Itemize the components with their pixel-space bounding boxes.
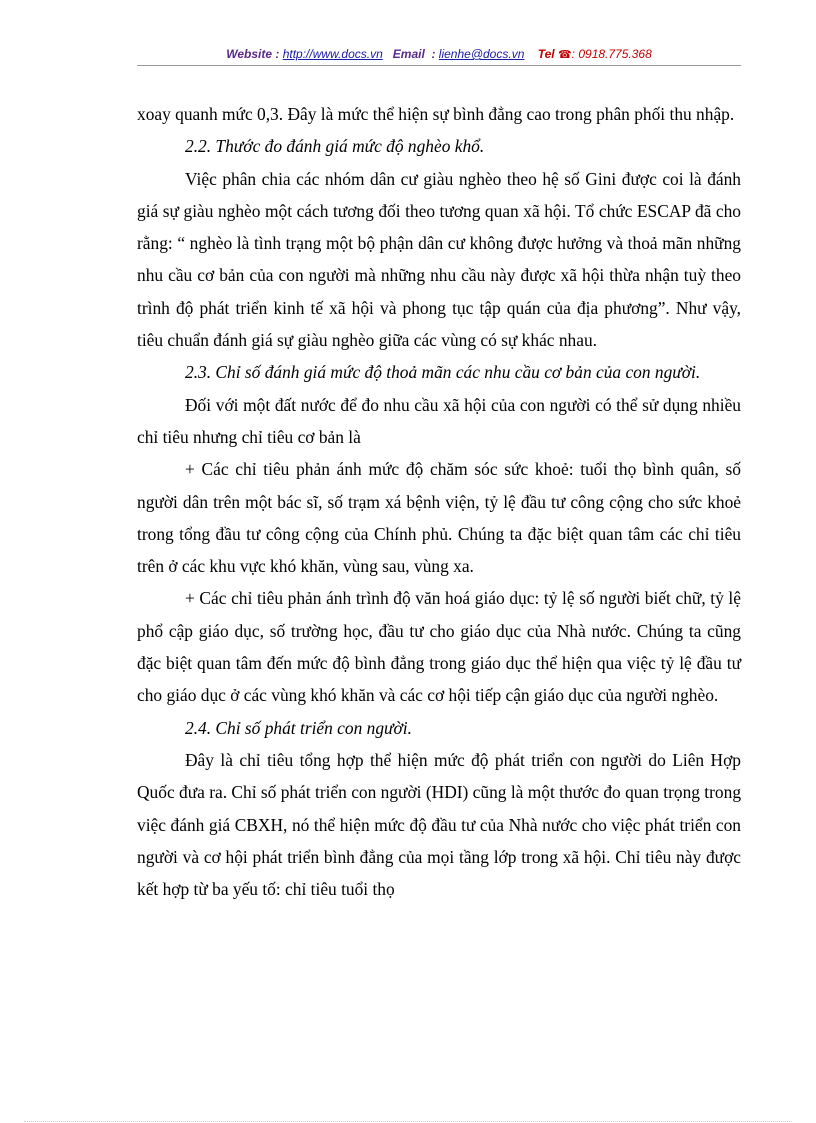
paragraph: Đây là chỉ tiêu tổng hợp thể hiện mức độ phát triển con người do Liên Hợp Quốc đưa ra. Chỉ số phát triển con người (HDI) cũng là một thước đo quan trọng trong việc đánh giá CBXH, nó thể hiện mức độ đầu tư của Nhà nước cho việc phát triển con người và cơ hội phát triển bình đẳng của mọi tầng lớp trong xã hội. Chỉ tiêu này được kết hợp từ ba yếu tố: chỉ tiêu tuổi thọ xyxy=(137,749,742,900)
website-link[interactable]: http://www.docs.vn xyxy=(282,47,383,61)
tel-label: Tel xyxy=(537,47,555,61)
paragraph: Việc phân chia các nhóm dân cư giàu nghèo theo hệ số Gini được coi là đánh giá sự giàu nghèo một cách tương đối theo tương quan xã hội. Tổ chức ESCAP đã cho rằng: “ nghèo là tình trạng một bộ phận dân cư không được hưởng và thoả mãn những nhu cầu cơ bản của con người mà những nhu cầu này được xã hội thừa nhận tuỳ theo trình độ phát triển kinh tế xã hội và phong tục tập quán của địa phương”. Như vậy, tiêu chuẩn đánh giá sự giàu nghèo giữa các vùng có sự khác nhau. xyxy=(137,168,741,351)
paragraph: Đối với một đất nước để đo nhu cầu xã hội của con người có thể sử dụng nhiều chỉ tiêu nhưng chỉ tiêu cơ bản là xyxy=(137,394,741,447)
section-heading-2-4: 2.4. Chỉ số phát triển con người. xyxy=(185,717,412,738)
page-bottom-border xyxy=(24,1121,792,1122)
page-header xyxy=(137,46,741,63)
phone-icon: ☎ xyxy=(557,49,572,61)
document-body xyxy=(137,98,741,905)
paragraph: xoay quanh mức 0,3. Đây là mức thể hiện sự bình đẳng cao trong phân phối thu nhập. xyxy=(137,104,735,124)
email-label: Email xyxy=(392,47,425,61)
list-item: + Các chỉ tiêu phản ánh trình độ văn hoá giáo dục: tỷ lệ số người biết chữ, tỷ lệ phổ cập giáo dục, số trường học, đầu tư cho giáo dục của Nhà nước. Chúng ta cũng đặc biệt quan tâm đến mức độ bình đẳng trong giáo dục thể hiện qua việc tỷ lệ đầu tư cho giáo dục ở các vùng khó khăn và các cơ hội tiếp cận giáo dục của người nghèo. xyxy=(137,588,741,706)
tel-number: : 0918.775.368 xyxy=(571,47,652,61)
section-heading-2-2: 2.2. Thước đo đánh giá mức độ nghèo khổ. xyxy=(185,136,485,157)
header-divider xyxy=(137,65,741,66)
email-separator: : xyxy=(431,47,436,61)
section-heading-2-3: 2.3. Chỉ số đánh giá mức độ thoả mãn các nhu cầu cơ bản của con người. xyxy=(185,362,701,383)
email-link[interactable]: lienhe@docs.vn xyxy=(438,47,525,61)
website-label: Website : xyxy=(226,47,280,61)
list-item: + Các chỉ tiêu phản ánh mức độ chăm sóc sức khoẻ: tuổi thọ bình quân, số người dân trên một bác sĩ, số trạm xá bệnh viện, tỷ lệ đầu tư công cộng cho sức khoẻ trong tổng đầu tư công cộng của Chính phủ. Chúng ta đặc biệt quan tâm các chỉ tiêu trên ở các khu vực khó khăn, vùng sau, vùng xa. xyxy=(137,459,741,577)
